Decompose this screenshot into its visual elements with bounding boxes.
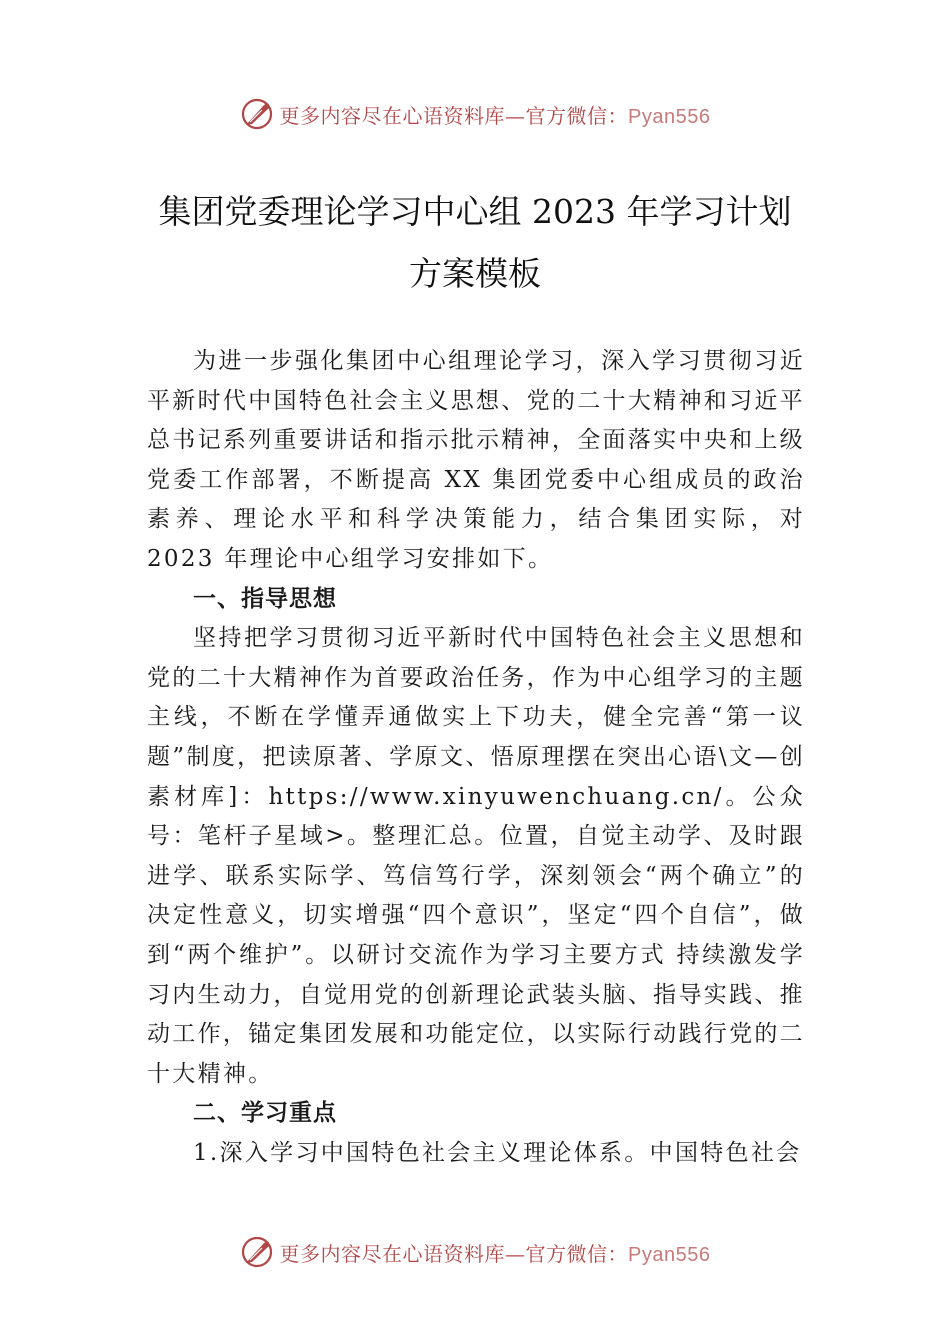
document-title-line-1: 集团党委理论学习中心组 2023 年学习计划 [158, 192, 792, 231]
section-heading-study-focus: 二、学习重点 [193, 1100, 337, 1127]
header-watermark-banner [0, 94, 950, 134]
document-title-line-2: 方案模板 [409, 254, 541, 293]
document-body [147, 342, 805, 1173]
banner-slogan: 更多内容尽在心语资料库—官方微信： [279, 103, 629, 128]
banner-text [280, 1238, 711, 1267]
banner-text [280, 100, 711, 129]
footer-watermark-banner [0, 1232, 950, 1272]
quill-pen-logo-icon [240, 1235, 274, 1269]
banner-slogan: 更多内容尽在心语资料库—官方微信： [279, 1241, 629, 1266]
study-focus-item-1: 1.深入学习中国特色社会主义理论体系。中国特色社会 [193, 1139, 802, 1166]
banner-wechat-id: Pyan556 [628, 105, 711, 128]
guiding-ideology-paragraph: 坚持把学习贯彻习近平新时代中国特色社会主义思想和党的二十大精神作为首要政治任务，作为中心组学习的主题主线，不断在学懂弄通做实上下功夫，健全完善“第一议题”制度，把读原著、学原文、悟原理摆在突出心语\文—创素材库]：https://www.xinyuwenchuang.cn/。公众号：笔杆子星域>。整理汇总。位置，自觉主动学、及时跟进学、联系实际学、笃信笃行学，深刻领会“两个确立”的决定性意义，切实增强“四个意识”，坚定“四个自信”，做到“两个维护”。以研讨交流作为学习主要方式 持续激发学习内生动力，自觉用党的创新理论武装头脑、指导实践、推动工作，锚定集团发展和功能定位，以实际行动践行党的二十大精神。 [147, 625, 805, 1087]
quill-pen-logo-icon [240, 97, 274, 131]
section-heading-guiding-ideology: 一、指导思想 [193, 585, 337, 612]
banner-wechat-id: Pyan556 [628, 1243, 711, 1266]
intro-paragraph: 为进一步强化集团中心组理论学习，深入学习贯彻习近平新时代中国特色社会主义思想、党的二十大精神和习近平总书记系列重要讲话和指示批示精神，全面落实中央和上级党委工作部署，不断提高 XX 集团党委中心组成员的政治素养、理论水平和科学决策能力，结合集团实际，对 2023 年理论中心组学习安排如下。 [147, 348, 805, 572]
